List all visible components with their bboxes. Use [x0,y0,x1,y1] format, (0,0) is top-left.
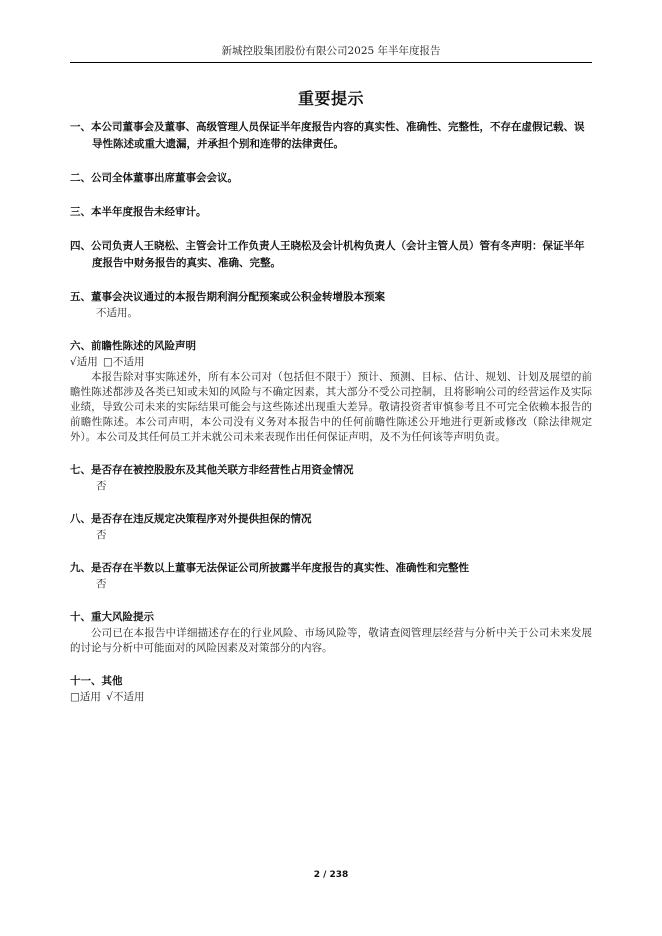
section-9-body: 否 [96,578,107,590]
section-8-body: 否 [96,529,107,541]
section-9-heading: 九、是否存在半数以上董事无法保证公司所披露半年度报告的真实性、准确性和完整性 [70,562,469,574]
page-header: 新城控股集团股份有限公司2025 年半年度报告 [221,45,441,57]
section-10-heading: 十、重大风险提示 [70,611,154,623]
section-11-checkboxes [70,690,592,705]
section-3-heading: 三、本半年度报告未经审计。 [70,206,207,218]
checkbox-not-applicable-checked: √不适用 [106,691,145,703]
section-8-heading: 八、是否存在违反规定决策程序对外提供担保的情况 [70,513,312,525]
section-2-heading: 二、公司全体董事出席董事会会议。 [70,172,238,184]
section-7-body: 否 [96,480,107,492]
page-title: 重要提示 [297,89,364,108]
document-body [70,119,592,705]
checkbox-applicable-checked: √适用 [70,356,98,368]
section-6-heading: 六、前瞻性陈述的风险声明 [70,340,196,352]
section-6-body: 本报告除对事实陈述外，所有本公司对（包括但不限于）预计、预测、目标、估计、规划、计划及展望的前瞻性陈述都涉及各类已知或未知的风险与不确定因素，其大部分不受公司控制，且将影响公司的经营运作及实际业绩，导致公司未来的实际结果可能会与这些陈述出现重大差异。敬请投资者审慎参考且不可完全依赖本报告的前瞻性陈述。本公司声明，本公司没有义务对本报告中的任何前瞻性陈述公开地进行更新或修改（除法律规定外）。本公司及其任何员工并未就公司未来表现作出任何保证声明，及不为任何该等声明负责。 [70,371,592,443]
section-1-heading: 一、本公司董事会及董事、高级管理人员保证半年度报告内容的真实性、准确性、完整性，不存在虚假记载、误导性陈述或重大遗漏，并承担个别和连带的法律责任。 [70,121,585,150]
header-divider [70,62,592,63]
checkbox-applicable: □适用 [70,691,101,703]
section-11-heading: 十一、其他 [70,675,123,687]
page-number: 2 / 238 [313,870,349,880]
section-5-heading: 五、董事会决议通过的本报告期利润分配预案或公积金转增股本预案 [70,291,385,303]
section-6-checkboxes [70,355,592,370]
section-4-heading: 四、公司负责人王晓松、主管会计工作负责人王晓松及会计机构负责人（会计主管人员）管有冬声明：保证半年度报告中财务报告的真实、准确、完整。 [70,240,585,269]
section-10-body: 公司已在本报告中详细描述存在的行业风险、市场风险等，敬请查阅管理层经营与分析中关于公司未来发展的讨论与分析中可能面对的风险因素及对策部分的内容。 [70,627,592,654]
section-5-body: 不适用。 [96,307,138,319]
section-7-heading: 七、是否存在被控股股东及其他关联方非经营性占用资金情况 [70,464,354,476]
checkbox-not-applicable: □不适用 [103,356,145,368]
